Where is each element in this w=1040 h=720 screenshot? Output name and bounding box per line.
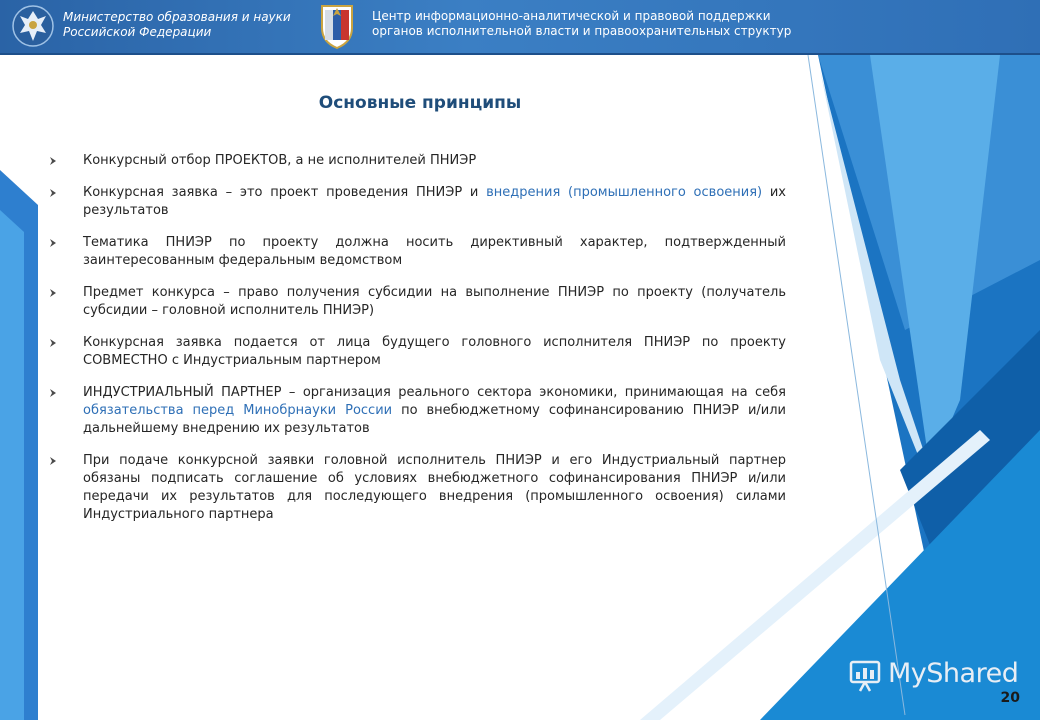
arrow-bullet-icon — [48, 234, 60, 252]
item-text: Предмет конкурса – право получения субсидии на выполнение ПНИЭР по проекту (получатель субсидии – головной исполнитель ПНИЭР) — [83, 285, 786, 318]
center-name — [372, 9, 832, 39]
eagle-emblem-icon — [12, 3, 54, 49]
list-item — [48, 184, 786, 220]
item-text: Тематика ПНИЭР по проекту должна носить директивный характер, подтвержденный заинтересованным федеральным ведомством — [83, 235, 786, 268]
item-text-cont: по внебюджетному софинансированию ПНИЭР и/или дальнейшему внедрению их результатов — [83, 403, 786, 436]
item-text: Конкурсная заявка подается от лица будущего головного исполнителя ПНИЭР по проекту СОВМЕСТНО с Индустриальным партнером — [83, 335, 786, 368]
header-bar — [0, 0, 1040, 55]
list-item — [48, 452, 786, 524]
item-text-cont: их результатов — [83, 185, 786, 218]
arrow-bullet-icon — [48, 284, 60, 302]
list-item — [48, 284, 786, 320]
list-item — [48, 152, 786, 170]
slide-title: Основные принципы — [318, 93, 522, 113]
page-number: 20 — [1000, 690, 1020, 706]
arrow-bullet-icon — [48, 384, 60, 402]
center-line-2: органов исполнительной власти и правоохранительных структур — [372, 24, 792, 38]
arrow-bullet-icon — [48, 152, 60, 170]
principles-list — [48, 152, 786, 538]
item-text: Конкурсная заявка – это проект проведения ПНИЭР и — [83, 185, 487, 200]
left-stripe-light — [0, 210, 24, 720]
shield-emblem-icon — [318, 2, 356, 50]
highlight-text: обязательства перед Минобрнауки России — [83, 403, 393, 418]
center-line-1: Центр информационно-аналитической и правовой поддержки — [372, 9, 771, 23]
highlight-text: внедрения (промышленного освоения) — [486, 185, 763, 200]
arrow-bullet-icon — [48, 184, 60, 202]
ministry-line-1: Министерство образования и науки — [63, 10, 291, 24]
item-text: Конкурсный отбор ПРОЕКТОВ, а не исполнителей ПНИЭР — [83, 153, 477, 168]
ministry-line-2: Российской Федерации — [63, 25, 212, 39]
arrow-bullet-icon — [48, 334, 60, 352]
ministry-name — [63, 10, 303, 40]
item-text: ИНДУСТРИАЛЬНЫЙ ПАРТНЕР – организация реального сектора экономики, принимающая на себя — [83, 385, 786, 400]
watermark-text: MyShared — [888, 658, 1019, 689]
list-item — [48, 234, 786, 270]
list-item — [48, 384, 786, 438]
list-item — [48, 334, 786, 370]
item-text: При подаче конкурсной заявки головной исполнитель ПНИЭР и его Индустриальный партнер обязаны подписать соглашение об условиях внебюджетного софинансирования ПНИЭР и/или передачи их результатов для последующего внедрения (промышленного освоения) силами Индустриального партнера — [83, 453, 786, 522]
presentation-icon — [848, 658, 884, 694]
arrow-bullet-icon — [48, 452, 60, 470]
watermark — [848, 656, 1028, 692]
